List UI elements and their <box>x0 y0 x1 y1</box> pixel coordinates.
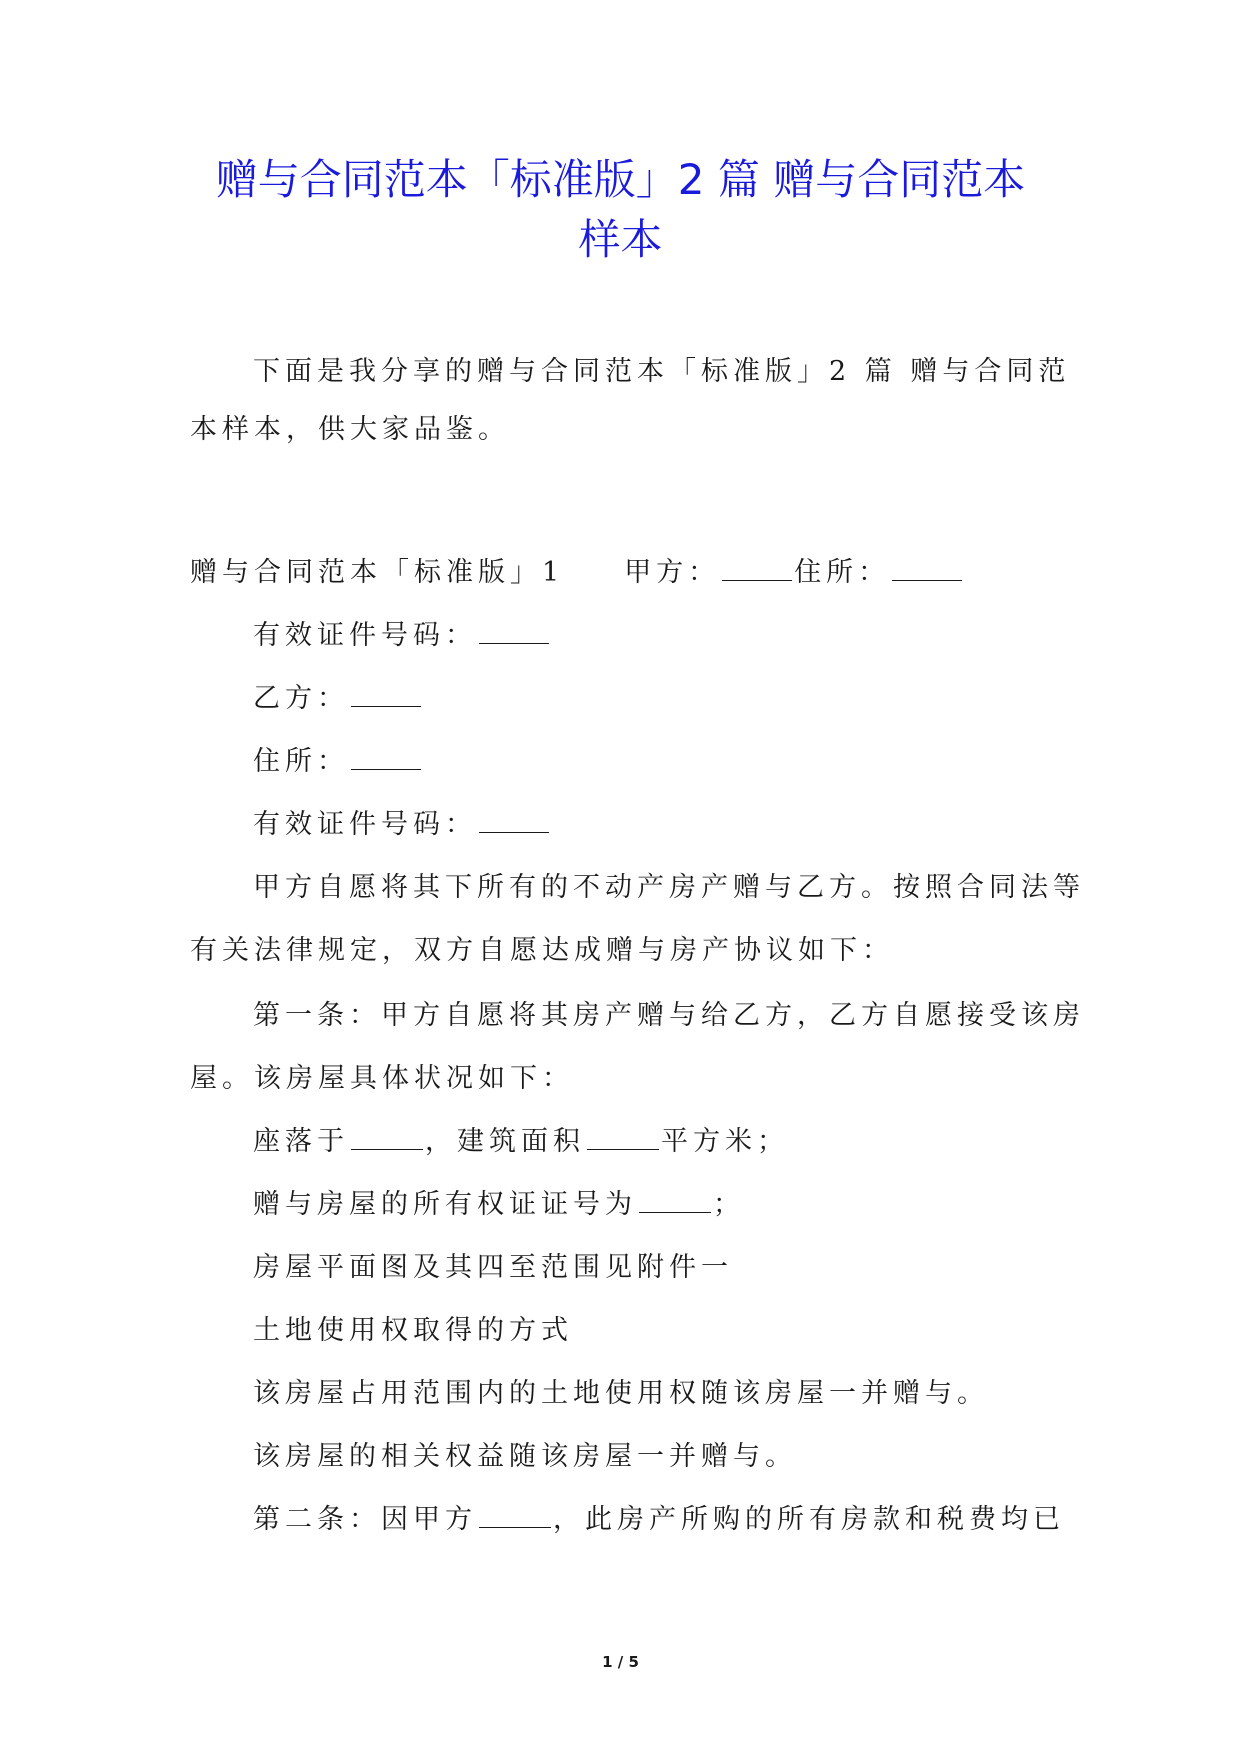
id-number-line <box>253 809 1113 841</box>
section-heading: 赠与合同范本「标准版」1 <box>190 557 565 588</box>
location-blank <box>351 1149 423 1150</box>
party-a-blank <box>722 580 792 581</box>
location-line <box>253 1126 1113 1158</box>
intro-line: 下面是我分享的赠与合同范本「标准版」2 篇 赠与合同范 <box>253 356 1071 387</box>
address-label: 住所： <box>253 746 349 777</box>
party-b-label: 乙方： <box>253 683 349 714</box>
article2-prefix: 第二条：因甲方 <box>253 1504 477 1535</box>
land-rights-line: 土地使用权取得的方式 <box>253 1315 573 1346</box>
rights-gift-line: 该房屋的相关权益随该房屋一并赠与。 <box>253 1441 797 1472</box>
area-blank <box>587 1149 659 1150</box>
page-number: 1 / 5 <box>602 1653 639 1671</box>
document-title: 赠与合同范本「标准版」2 篇 赠与合同范本 <box>215 155 1026 204</box>
id-number-blank <box>479 643 549 644</box>
address-blank <box>892 580 962 581</box>
id-number-label: 有效证件号码： <box>253 809 477 840</box>
address-blank <box>351 769 421 770</box>
location-suffix: 平方米； <box>661 1126 789 1157</box>
certificate-blank <box>639 1212 711 1213</box>
paragraph-line: 甲方自愿将其下所有的不动产房产赠与乙方。按照合同法等 <box>253 872 1085 903</box>
certificate-suffix: ； <box>713 1189 745 1220</box>
article-line: 第一条：甲方自愿将其房产赠与给乙方，乙方自愿接受该房 <box>253 1000 1085 1031</box>
paragraph-line: 有关法律规定，双方自愿达成赠与房产协议如下： <box>190 935 894 966</box>
certificate-line <box>253 1189 1113 1221</box>
land-gift-line: 该房屋占用范围内的土地使用权随该房屋一并赠与。 <box>253 1378 989 1409</box>
id-number-blank <box>479 832 549 833</box>
intro-line: 本样本，供大家品鉴。 <box>190 414 510 445</box>
party-a-label: 甲方： <box>624 557 721 588</box>
section-heading-line <box>190 557 1050 589</box>
article-line <box>253 1504 1113 1536</box>
party-b-line <box>253 683 1113 715</box>
party-b-blank <box>351 706 421 707</box>
document-title-line2: 样本 <box>578 215 663 264</box>
article2-suffix: ，此房产所购的所有房款和税费均已 <box>553 1504 1065 1535</box>
reason-blank <box>479 1527 551 1528</box>
id-number-line <box>253 620 1113 652</box>
certificate-prefix: 赠与房屋的所有权证证号为 <box>253 1189 637 1220</box>
id-number-label: 有效证件号码： <box>253 620 477 651</box>
article-line: 屋。该房屋具体状况如下： <box>190 1063 574 1094</box>
address-line <box>253 746 1113 778</box>
floorplan-line: 房屋平面图及其四至范围见附件一 <box>253 1252 733 1283</box>
address-label: 住所： <box>794 557 891 588</box>
location-prefix: 座落于 <box>253 1126 349 1157</box>
location-mid: ，建筑面积 <box>425 1126 585 1157</box>
